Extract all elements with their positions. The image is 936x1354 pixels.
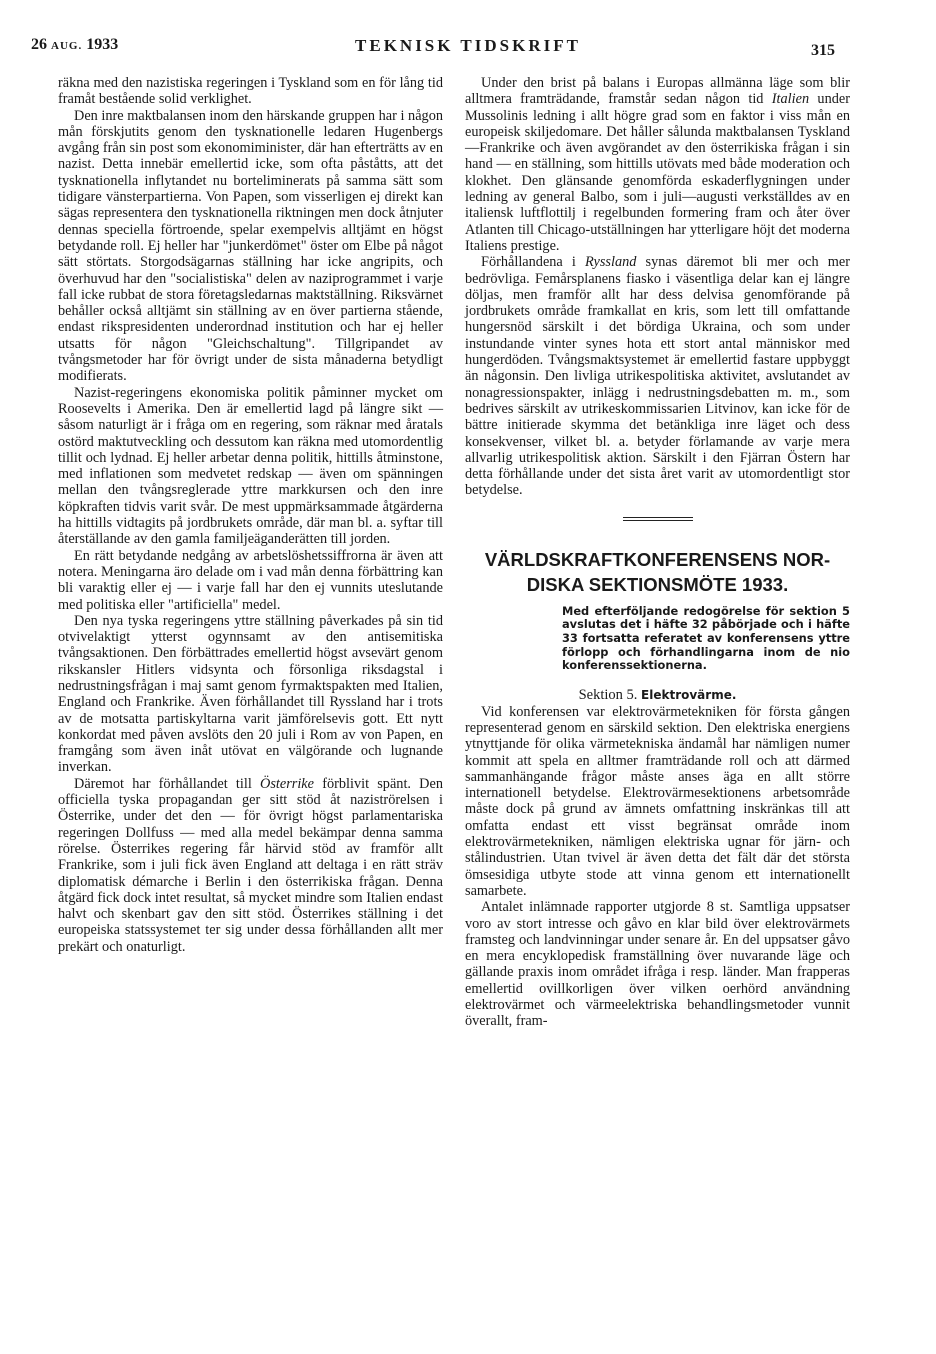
text-run: Förhållandena i: [481, 254, 586, 271]
article-heading: [465, 547, 850, 597]
paragraph: Vid konferensen var elektrovärmetekniken för första gången representerad genom en särskild sektion. Den elektriska energiens ytnyttjande för olika värmetekniska ändamål har nämligen numer kommit att spela en alltmer framträdande roll och att därmed sammanhängande frågor måste anses äga en allt större internationell betydelse. Elektrovärmesektionens arbetsområde måste dock på grund av ämnets omfattning inskränkas till att omfatta endast ett visst begränsat område inom elektrovärmetekniken, nämligen elektriska ugnar för järn- och stålindustrien. Utan tvivel är även detta det fält där det största ömsesidiga utbyte stode att vinna genom ett internationellt samarbete.: [465, 703, 850, 899]
left-column: [58, 75, 443, 955]
text-run: Under den brist på balans i Europas allmänna läge som blir alltmera framträdande, framstår sedan någon tid: [465, 75, 850, 108]
page-header: [0, 36, 936, 62]
section-divider: [623, 517, 693, 521]
emphasis-russia: Ryssland: [585, 254, 637, 271]
heading-line: DISKA SEKTIONSMÖTE 1933.: [526, 573, 789, 595]
emphasis-italy: Italien: [771, 91, 810, 108]
paragraph: Nazist-regeringens ekonomiska politik påminner mycket om Roosevelts i Amerika. Den är emellertid lagd på längre sikt — såsom naturligt är i fråga om en regering, som räknar med åratals ostörd maktutveckling och dessutom kan räkna med utomordentlig tillit och lydnad. Ej heller arbetar denna politik, hittills åtminstone, med inflationen som medvetet redskap — även om spänningen mellan den tvångsreglerade yttre markkursen och den inre köpkraften tidvis varit svår. De mest uppmärksammade åtgärderna ha hittills vidtagits på jordbrukets område, där man bl. a. syftar till återställande av den gamla familjeäganderätten till jorden.: [58, 384, 443, 548]
article-intro: Med efterföljande redogörelse för sektion 5 avslutas det i häfte 32 påbörjade och i häfte 33 fortsatta referatet av konferensens yttre förlopp och förhandlingarna inom de nio konferenssektionerna.: [562, 603, 850, 673]
text-run: Däremot har förhållandet till: [74, 775, 260, 792]
section-title: Elektrovärme.: [641, 687, 737, 702]
page-number: 315: [811, 42, 835, 59]
issue-month: AUG.: [51, 40, 83, 52]
paragraph: Den nya tyska regeringens yttre ställning påverkades på sin tid otvivelaktigt ytterst ogynnsamt av den antisemitiska tvångsaktionen. Den förbättrades emellertid högst avsevärt genom rikskansler Hitlers vidsynta och försonliga riksdagstal i nedrustningsfrågan i maj samt genom fyrmaktspakten med Italien, England och Frankrike. Även förhållandet till Ryssland har i trots av de motsatta partiskyltarna varit jämförelsevis gott. Ett nytt konkordat med påven avslöts den 20 juli i Rom av von Papen, en framgång som även inåt utövat en välgörande och lugnande inverkan.: [58, 612, 443, 776]
emphasis-austria: Österrike: [260, 775, 314, 792]
paragraph: [465, 75, 850, 254]
right-column: [465, 75, 850, 1030]
section-label: Sektion 5.: [578, 686, 638, 703]
paragraph: En rätt betydande nedgång av arbetslöshetssiffrorna är även att notera. Meningarna äro delade om i vad mån denna förbättring kan bli varaktig eller ej — i varje fall har den ej vunnits uteslutande med politiska eller "artificiella" medel.: [58, 547, 443, 613]
text-run: under Mussolinis ledning i allt högre grad som en faktor i viss mån en europeisk skiljedomare. Det håller sålunda maktbalansen Tyskland—Frankrike och även avgörandet av den österrikiska frågan i sin hand — en ställning, som hittills utövats med både moderation och klokhet. Den glänsande genomförda eskaderflygningen under ledning av general Balbo, som i juli—augusti verkställdes av en italiensk luftflottilj i regelbunden formering fram och åter över Atlanten till Chicago-utställningen har ytterligare höjt det moderna Italiens prestige.: [465, 91, 850, 254]
journal-title: TEKNISK TIDSKRIFT: [355, 36, 581, 55]
paragraph: [58, 776, 443, 955]
paragraph: Den inre maktbalansen inom den härskande gruppen har i någon mån förskjutits genom den tysknationelle ledaren Hugenbergs avgång från sin post som ekonomiminister, där han efterträtts av en nazist. Detta innebär emellertid icke, som ofta påståtts, att det tysknationella inflytandet nu borteliminerats på samma sätt som tidigare vänsterpartierna. Von Papen, som visserligen ej direkt kan sägas representera den tysknationella riktningen men dock åtnjuter dennas speciella förtroende, spelar exempelvis alltjämt en högst betydande roll. Ej heller har "junkerdömet" öster om Elbe på något sätt störtats. Storgodsägarnas ställning har icke angripits, och överhuvud har den "socialistiska" delen av naziprogrammet i varje fall icke rubbat de stora företagsledarnas maktställning. Riksvärnet behåller också alltjämt sin ställning av en över partierna stående, endast rikspresidenten underordnad institution och har ej heller utsatts för någon "Gleichschaltung". Tillgripandet av tvångsmetoder har för övrigt under de sista månaderna betydligt modifierats.: [58, 107, 443, 385]
paragraph: Antalet inlämnade rapporter utgjorde 8 st. Samtliga uppsatser voro av stort intresse och gåvo en klar bild över elektrovärmets framsteg och landvinningar under senare år. En del uppsatser gåvo en mera encyklopedisk framställning över nuvarande läge och gällande praxis inom området ifråga i resp. länder. Man frapperas emellertid ovillkorligen över vilken oerhörd användning elektrovärmet och värmeelektriska behandlingsmetoder vunnit överallt, fram-: [465, 899, 850, 1030]
text-run: förblivit spänt. Den officiella tyska propagandan ger sitt stöd åt naziströrelsen i Österrike, under det den — för övrigt högst parlamentariska regeringen Dollfuss — med alla medel bekämpar denna samma rörelse. Österrikes regering får härvid stöd av framför allt Frankrike, som i juli fick även England att deltaga i en rätt sträv diplomatisk démarche i Berlin i den österrikiska frågan. Denna åtgärd fick dock intet resultat, så mycket mindre som Italien endast halvt och skenbart gav den sitt stöd. Österrikes ställning i det europeiska statssystemet ter sig under dessa förhållanden allt mer prekärt och onaturligt.: [58, 775, 443, 955]
paragraph: räkna med den nazistiska regeringen i Tyskland som en för lång tid framåt bestående solid verklighet.: [58, 75, 443, 108]
heading-line: VÄRLDSKRAFTKONFERENSENS NOR-: [484, 548, 831, 570]
paragraph: [465, 254, 850, 498]
text-run: synas däremot bli mer och mer bedrövliga. Femårsplanens fiasko i väsentliga delar kan ej längre döljas, men framför allt har dess delvisa genomförande på jordbrukets område framkallat en kris, som lett till omfattande hungersnöd särskilt i det bördiga Ukraina, och som under instundande vinter synes hota ett stort antal människor med hungerdöden. Tvångsmaktsystemet är emellertid fastare uppbyggt än någonsin. Den livliga utrikespolitiska aktivitet, avslutandet av nonagressionspakter, inlägg i nedrustningsdebatten m. m., som bedrives särskilt av utrikeskommissarien Litvinov, kan icke för de bättre initierade skymma det betänkliga inre läget och dess konsekvenser, vilket bl. a. betyder förlamande av varje mera allvarlig utrikespolitisk aktion. Särskilt i den Fjärran Östern har detta förhållande under det sista året varit av utomordentligt stor betydelse.: [465, 254, 851, 499]
issue-year: 1933: [86, 36, 119, 53]
section-heading: [465, 686, 850, 704]
issue-day: 26: [31, 36, 47, 53]
